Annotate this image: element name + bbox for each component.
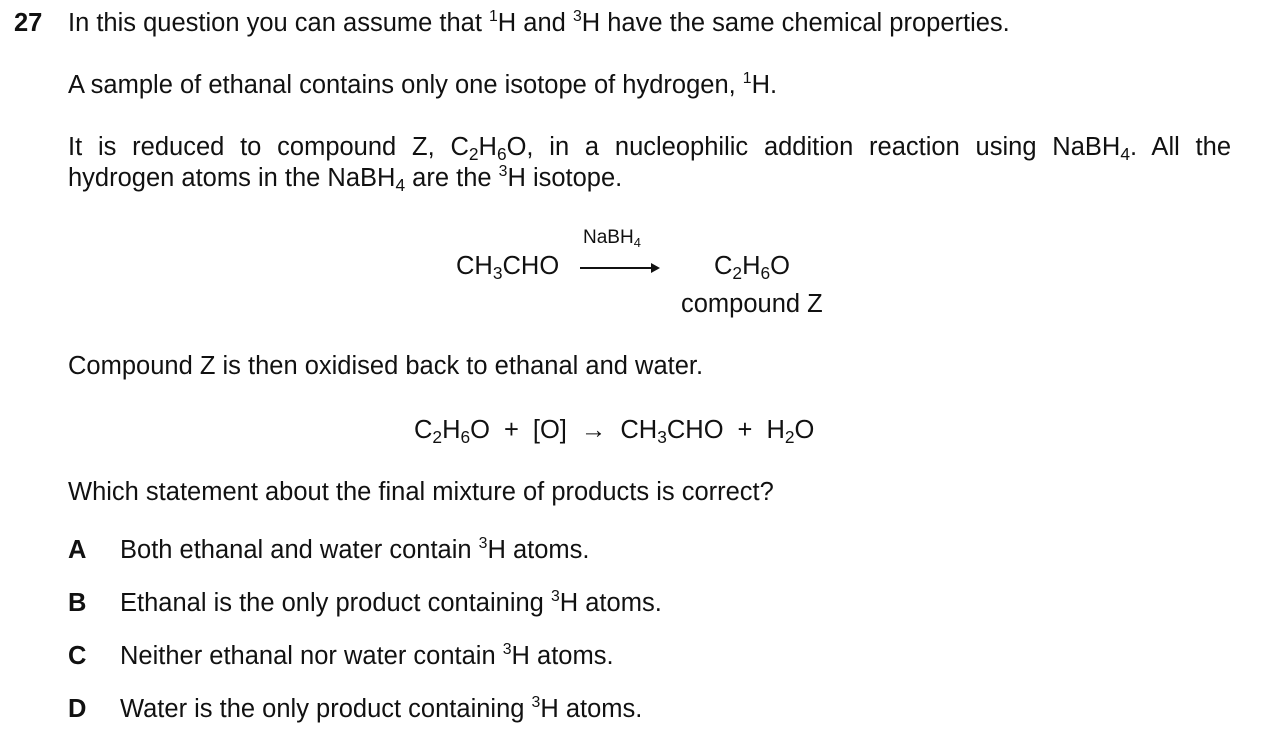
reduction-text-line1: It is reduced to compound Z, C2H6O, in a nucleophilic addition reaction using NaBH4. All the [68,133,1232,164]
option-text: Neither ethanal nor water contain $^3$H atoms. [120,641,614,670]
option-d[interactable] [68,695,642,724]
option-b[interactable] [68,589,662,618]
option-text: Both ethanal and water contain $^3$H atoms. [120,535,590,564]
option-letter: B [68,589,87,617]
question-number: 27 [14,9,43,37]
option-text: Water is the only product containing $^3$H atoms. [120,694,643,723]
product-label: compound Z [681,290,823,318]
option-letter: C [68,642,87,670]
reduction-text-line2: hydrogen atoms in the NaBH4 are the $^3$H isotope. [68,163,623,195]
product-formula: C2H6O [714,252,790,283]
oxidation-text: Compound Z is then oxidised back to ethanal and water. [68,352,704,380]
option-text: Ethanal is the only product containing $^3$H atoms. [120,588,662,617]
intro-text: In this question you can assume that $^1$H and $^3$H have the same chemical properties. [68,8,1010,37]
option-letter: A [68,536,87,564]
option-letter: D [68,695,87,723]
oxidation-equation: C2H6O + [O] → CH3CHO + H2O [414,416,815,447]
reagent-label: NaBH4 [583,227,641,250]
question-prompt: Which statement about the final mixture of products is correct? [68,478,774,506]
sample-text: A sample of ethanal contains only one isotope of hydrogen, $^1$H. [68,70,778,99]
option-c[interactable] [68,642,614,671]
reaction-arrow [580,267,654,269]
reactant-formula: CH3CHO [456,252,560,283]
option-a[interactable] [68,536,590,565]
reaction-arrow-head [651,263,660,273]
